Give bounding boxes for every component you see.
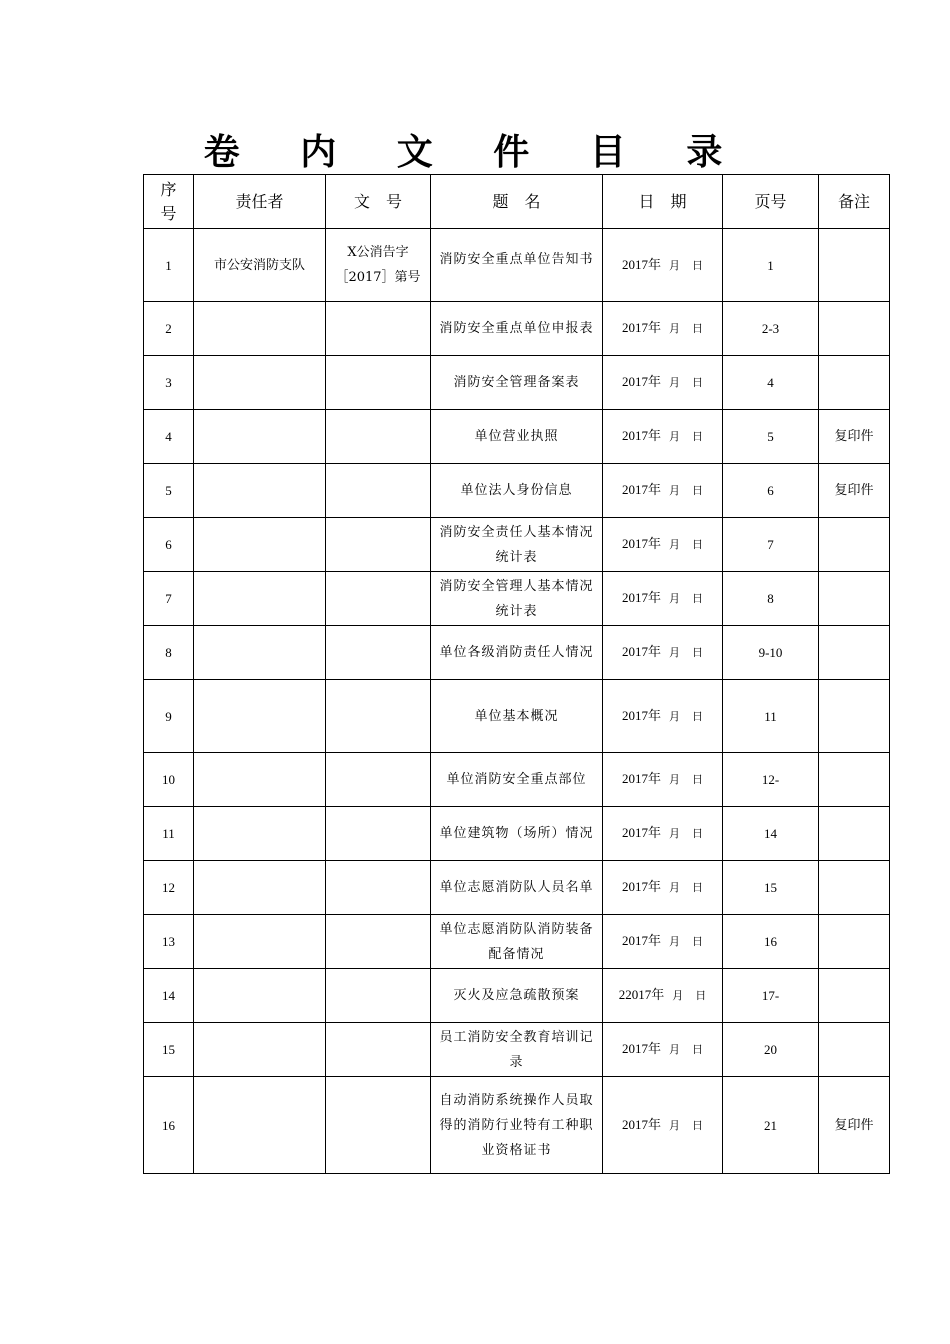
row-seq: 9	[144, 680, 194, 753]
row-name: 灭火及应急疏散预案	[431, 969, 603, 1023]
row-name: 单位基本概况	[431, 680, 603, 753]
table-row	[144, 861, 890, 915]
date-day: 日	[692, 539, 703, 551]
row-docno	[326, 518, 431, 572]
row-page: 20	[723, 1023, 819, 1077]
row-page: 5	[723, 410, 819, 464]
row-docno	[326, 915, 431, 969]
table-row	[144, 518, 890, 572]
row-date	[603, 302, 723, 356]
date-month: 月	[669, 1119, 680, 1132]
row-page: 12-	[723, 753, 819, 807]
row-date	[603, 572, 723, 626]
date-day: 日	[692, 485, 703, 497]
row-date	[603, 464, 723, 518]
date-day: 日	[692, 323, 703, 335]
row-author	[194, 753, 326, 807]
table-row	[144, 572, 890, 626]
row-page: 6	[723, 464, 819, 518]
row-date	[603, 1077, 723, 1174]
row-name: 消防安全管理人基本情况统计表	[431, 572, 603, 626]
date-year: 2017年	[621, 771, 661, 786]
row-note	[819, 753, 890, 807]
table-row	[144, 356, 890, 410]
row-seq: 2	[144, 302, 194, 356]
row-docno	[326, 1023, 431, 1077]
date-year: 2017年	[621, 1041, 661, 1056]
row-docno	[326, 807, 431, 861]
date-month: 月	[669, 485, 680, 497]
date-day: 日	[692, 259, 703, 272]
date-month: 月	[672, 990, 684, 1002]
date-month: 月	[669, 593, 680, 605]
row-page: 4	[723, 356, 819, 410]
date-month: 月	[669, 377, 680, 389]
row-docno	[326, 302, 431, 356]
header-note: 备注	[819, 175, 890, 229]
table-row	[144, 1023, 890, 1077]
date-month: 月	[669, 936, 680, 948]
row-name: 员工消防安全教育培训记录	[431, 1023, 603, 1077]
row-name: 消防安全重点单位告知书	[431, 229, 603, 302]
row-page: 1	[723, 229, 819, 302]
row-note: 复印件	[819, 1077, 890, 1174]
row-note	[819, 356, 890, 410]
date-month: 月	[669, 323, 680, 335]
row-seq: 13	[144, 915, 194, 969]
row-note	[819, 915, 890, 969]
row-name: 消防安全管理备案表	[431, 356, 603, 410]
date-month: 月	[669, 1044, 680, 1056]
header-page: 页号	[723, 175, 819, 229]
date-year: 2017年	[621, 482, 661, 497]
row-author	[194, 861, 326, 915]
date-day: 日	[692, 377, 703, 389]
row-seq: 15	[144, 1023, 194, 1077]
row-note	[819, 807, 890, 861]
row-note: 复印件	[819, 464, 890, 518]
table-row	[144, 807, 890, 861]
row-seq: 14	[144, 969, 194, 1023]
row-seq: 16	[144, 1077, 194, 1174]
row-seq: 3	[144, 356, 194, 410]
date-day: 日	[692, 882, 703, 894]
row-author	[194, 807, 326, 861]
row-seq: 10	[144, 753, 194, 807]
row-note	[819, 1023, 890, 1077]
table-row	[144, 753, 890, 807]
date-day: 日	[692, 1119, 703, 1132]
row-name: 单位消防安全重点部位	[431, 753, 603, 807]
row-name: 单位营业执照	[431, 410, 603, 464]
date-month: 月	[669, 647, 680, 659]
row-date	[603, 807, 723, 861]
date-day: 日	[692, 774, 703, 786]
row-author	[194, 1077, 326, 1174]
row-note	[819, 302, 890, 356]
row-author	[194, 410, 326, 464]
row-date	[603, 626, 723, 680]
row-note	[819, 229, 890, 302]
row-docno	[326, 680, 431, 753]
row-page: 15	[723, 861, 819, 915]
row-name: 单位法人身份信息	[431, 464, 603, 518]
row-author	[194, 915, 326, 969]
table-row	[144, 1077, 890, 1174]
row-date	[603, 518, 723, 572]
header-author: 责任者	[194, 175, 326, 229]
date-year: 2017年	[621, 590, 661, 605]
table-row	[144, 229, 890, 302]
date-year: 22017年	[618, 987, 665, 1002]
table-row	[144, 915, 890, 969]
row-note	[819, 518, 890, 572]
row-seq: 6	[144, 518, 194, 572]
row-docno	[326, 753, 431, 807]
row-author	[194, 302, 326, 356]
date-year: 2017年	[621, 256, 661, 272]
row-date	[603, 969, 723, 1023]
row-seq: 4	[144, 410, 194, 464]
date-day: 日	[692, 431, 703, 443]
date-day: 日	[692, 710, 703, 723]
date-month: 月	[669, 539, 680, 551]
row-page: 16	[723, 915, 819, 969]
row-author	[194, 626, 326, 680]
date-year: 2017年	[621, 374, 661, 389]
date-day: 日	[692, 647, 703, 659]
row-docno	[326, 410, 431, 464]
row-author	[194, 518, 326, 572]
row-name: 消防安全重点单位申报表	[431, 302, 603, 356]
row-seq: 11	[144, 807, 194, 861]
row-seq: 12	[144, 861, 194, 915]
date-month: 月	[669, 828, 680, 840]
row-page: 21	[723, 1077, 819, 1174]
row-date	[603, 680, 723, 753]
row-page: 14	[723, 807, 819, 861]
date-day: 日	[692, 936, 703, 948]
date-year: 2017年	[621, 825, 661, 840]
row-page: 2-3	[723, 302, 819, 356]
row-page: 7	[723, 518, 819, 572]
row-author: 市公安消防支队	[194, 229, 326, 302]
row-name: 消防安全责任人基本情况统计表	[431, 518, 603, 572]
row-page: 17-	[723, 969, 819, 1023]
row-name: 单位志愿消防队人员名单	[431, 861, 603, 915]
table-row	[144, 464, 890, 518]
date-year: 2017年	[621, 644, 661, 659]
row-name: 单位各级消防责任人情况	[431, 626, 603, 680]
table-row	[144, 680, 890, 753]
date-year: 2017年	[621, 428, 661, 443]
row-note	[819, 861, 890, 915]
header-seq: 序号	[144, 175, 194, 229]
date-month: 月	[669, 431, 680, 443]
date-day: 日	[692, 828, 703, 840]
header-row	[144, 175, 890, 229]
row-page: 8	[723, 572, 819, 626]
row-note	[819, 969, 890, 1023]
date-year: 2017年	[621, 707, 661, 723]
row-seq: 7	[144, 572, 194, 626]
row-page: 11	[723, 680, 819, 753]
row-note	[819, 626, 890, 680]
row-date	[603, 753, 723, 807]
row-docno	[326, 464, 431, 518]
row-name: 单位志愿消防队消防装备配备情况	[431, 915, 603, 969]
date-day: 日	[692, 1044, 703, 1056]
table-row	[144, 410, 890, 464]
row-author	[194, 1023, 326, 1077]
date-year: 2017年	[621, 536, 661, 551]
row-date	[603, 915, 723, 969]
file-catalog-table	[143, 174, 890, 1174]
table-row	[144, 969, 890, 1023]
page-title: 卷 内 文 件 目 录	[203, 131, 747, 173]
row-docno	[326, 626, 431, 680]
row-date	[603, 861, 723, 915]
date-year: 2017年	[621, 1116, 661, 1132]
row-date	[603, 356, 723, 410]
row-seq: 8	[144, 626, 194, 680]
date-year: 2017年	[621, 320, 661, 335]
row-seq: 5	[144, 464, 194, 518]
table-row	[144, 626, 890, 680]
header-docno: 文 号	[326, 175, 431, 229]
row-author	[194, 969, 326, 1023]
date-year: 2017年	[621, 879, 661, 894]
table-row	[144, 302, 890, 356]
row-docno: X公消告字［2017］第号	[326, 229, 431, 302]
row-author	[194, 572, 326, 626]
row-author	[194, 464, 326, 518]
header-name: 题 名	[431, 175, 603, 229]
row-seq: 1	[144, 229, 194, 302]
row-docno	[326, 1077, 431, 1174]
date-day: 日	[695, 990, 707, 1002]
date-month: 月	[669, 259, 680, 272]
header-date: 日 期	[603, 175, 723, 229]
row-date	[603, 1023, 723, 1077]
row-author	[194, 356, 326, 410]
row-docno	[326, 969, 431, 1023]
row-author	[194, 680, 326, 753]
date-month: 月	[669, 882, 680, 894]
row-name: 自动消防系统操作人员取得的消防行业特有工种职业资格证书	[431, 1077, 603, 1174]
date-month: 月	[669, 774, 680, 786]
date-month: 月	[669, 710, 680, 723]
row-date	[603, 410, 723, 464]
row-name: 单位建筑物（场所）情况	[431, 807, 603, 861]
date-day: 日	[692, 593, 703, 605]
row-note	[819, 572, 890, 626]
row-note: 复印件	[819, 410, 890, 464]
row-date	[603, 229, 723, 302]
row-note	[819, 680, 890, 753]
date-year: 2017年	[621, 933, 661, 948]
row-page: 9-10	[723, 626, 819, 680]
row-docno	[326, 572, 431, 626]
row-docno	[326, 861, 431, 915]
row-docno	[326, 356, 431, 410]
